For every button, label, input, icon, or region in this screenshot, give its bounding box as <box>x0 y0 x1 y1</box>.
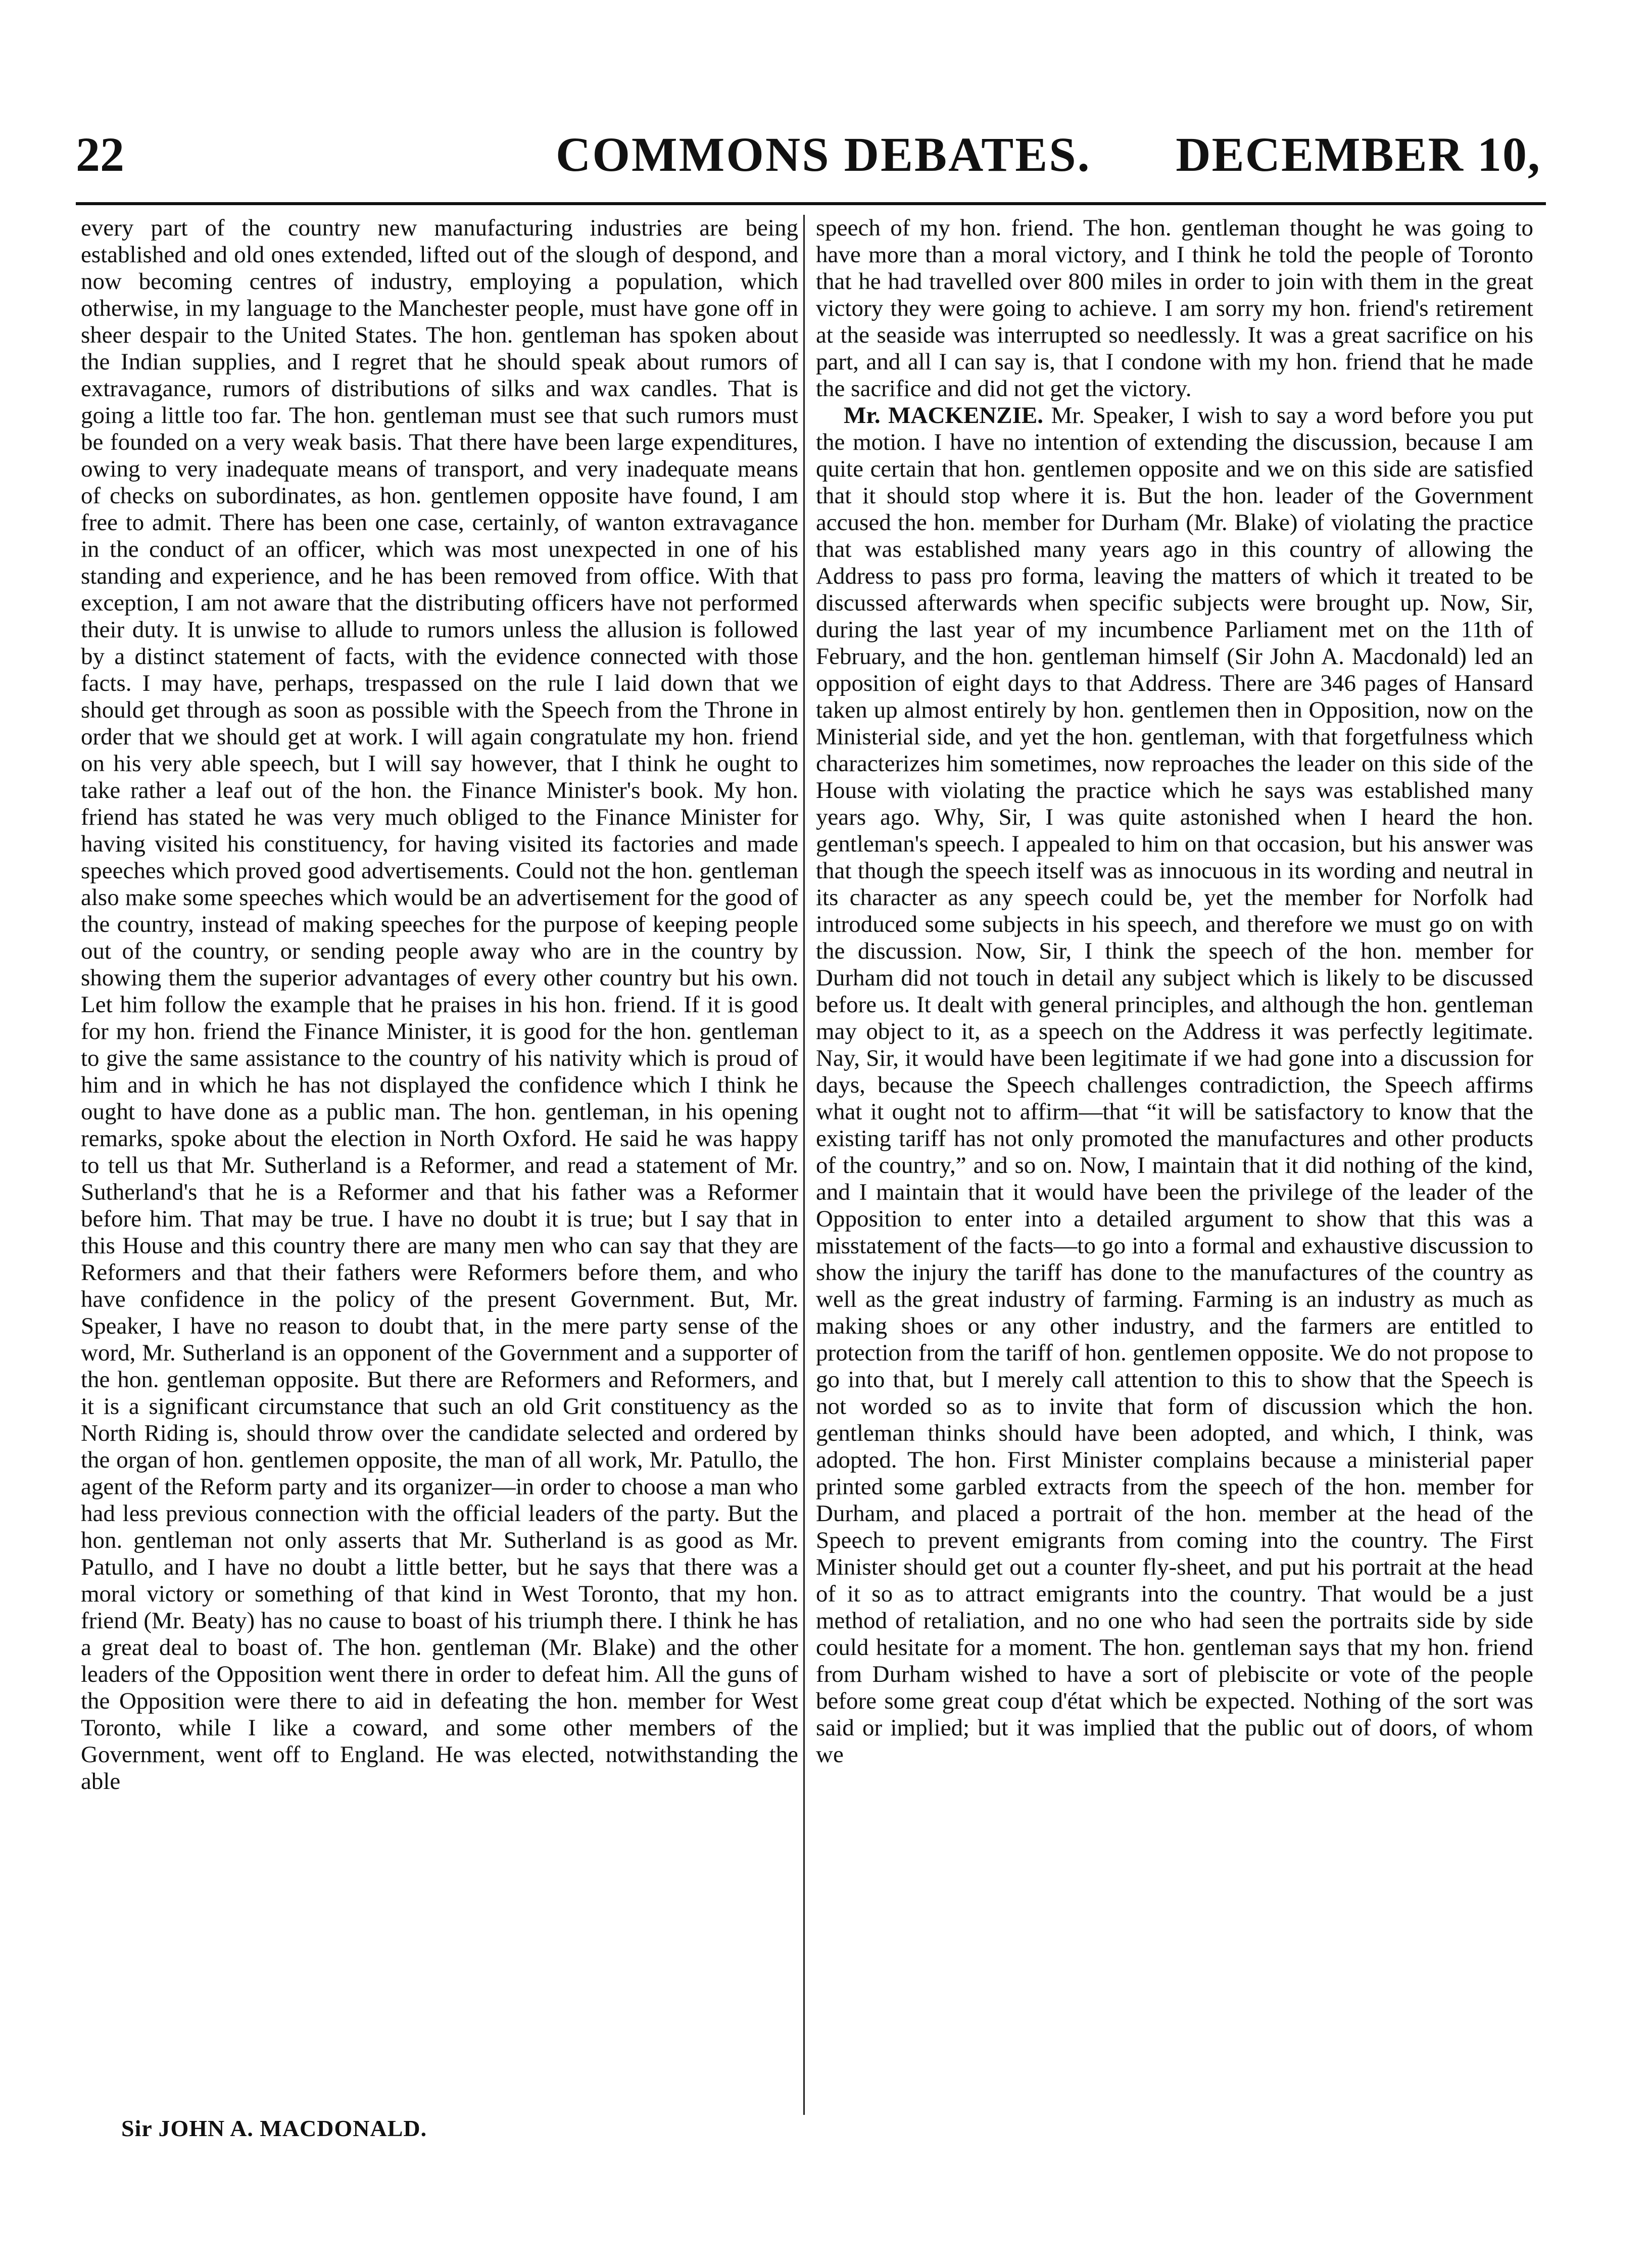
right-continuation-paragraph: speech of my hon. friend. The hon. gentleman thought he was going to have more than a moral victory, and I think he told the people of Toronto that he had travelled over 800 miles in order to join with them in the great victory they were going to achieve. I am sorry my hon. friend's retirement at the seaside was interrupted so needlessly. It was a great sacrifice on his part, and all I can say is, that I condone with my hon. friend that he made the sacrifice and did not get the victory. <box>816 215 1533 402</box>
header-rule <box>76 202 1546 205</box>
mackenzie-speech-paragraph <box>816 402 1533 1768</box>
running-date: DECEMBER 10, <box>1176 127 1541 181</box>
left-paragraph: every part of the country new manufacturing industries are being established and old ones extended, lifted out of the slough of despond, and now becoming centres of industry, employing a population, which otherwise, in my language to the Manchester people, must have gone off in sheer despair to the United States. The hon. gentleman has spoken about the Indian supplies, and I regret that he should speak about rumors of extravagance, rumors of distributions of silks and wax candles. That is going a little too far. The hon. gentleman must see that such rumors must be founded on a very weak basis. That there have been large expenditures, owing to very inadequate means of transport, and very inadequate means of checks on subordinates, as hon. gentlemen opposite have found, I am free to admit. There has been one case, certainly, of wanton extravagance in the conduct of an officer, which was most unexpected in one of his standing and experience, and he has been removed from office. With that exception, I am not aware that the distributing officers have not performed their duty. It is unwise to allude to rumors unless the allusion is followed by a distinct statement of facts, with the evidence connected with those facts. I may have, perhaps, trespassed on the rule I laid down that we should get through as soon as possible with the Speech from the Throne in order that we should get at work. I will again congratulate my hon. friend on his very able speech, but I will say however, that I think he ought to take rather a leaf out of the hon. the Finance Minister's book. My hon. friend has stated he was very much obliged to the Finance Minister for having visited his constituency, for having visited its factories and made speeches which proved good advertisements. Could not the hon. gentleman also make some speeches which would be an advertisement for the good of the country, instead of making speeches for the purpose of keeping people out of the country, or sending people away who are in the country by showing them the superior advantages of every other country but his own. Let him follow the example that he praises in his hon. friend. If it is good for my hon. friend the Finance Minister, it is good for the hon. gentleman to give the same assistance to the country of his nativity which is proud of him and in which he has not displayed the confidence which I think he ought to have done as a public man. The hon. gentleman, in his opening remarks, spoke about the election in North Oxford. He said he was happy to tell us that Mr. Sutherland is a Reformer, and read a statement of Mr. Sutherland's that he is a Reformer and that his father was a Reformer before him. That may be true. I have no doubt it is true; but I say that in this House and this country there are many men who can say that they are Reformers and that their fathers were Reformers before them, and who have confidence in the policy of the present Government. But, Mr. Speaker, I have no reason to doubt that, in the mere party sense of the word, Mr. Sutherland is an opponent of the Government and a supporter of the hon. gentleman opposite. But there are Reformers and Reformers, and it is a significant circumstance that such an old Grit constituency as the North Riding is, should throw over the candidate selected and ordered by the organ of hon. gentlemen opposite, the man of all work, Mr. Patullo, the agent of the Reform party and its organizer—in order to choose a man who had less previous connection with the official leaders of the party. But the hon. gentleman not only asserts that Mr. Sutherland is as good as Mr. Patullo, and I have no doubt a little better, but he says that there was a moral victory or something of that kind in West Toronto, that my hon. friend (Mr. Beaty) has no cause to boast of his triumph there. I think he has a great deal to boast of. The hon. gentleman (Mr. Blake) and the other leaders of the Opposition went there in order to defeat him. All the guns of the Opposition were there to aid in defeating the hon. member for West Toronto, while I like a coward, and some other members of the Government, went off to England. He was elected, notwithstanding the able <box>81 215 798 1794</box>
column-divider <box>803 215 805 2115</box>
page-number: 22 <box>76 127 124 181</box>
running-title: COMMONS DEBATES. <box>556 127 1091 181</box>
page-header <box>76 126 1541 202</box>
right-column <box>816 215 1533 1768</box>
footer-speaker-name: Sir JOHN A. MACDONALD. <box>121 2115 427 2141</box>
speaker-name: Mr. MACKENZIE. <box>844 402 1043 429</box>
left-column <box>81 215 798 1795</box>
speech-text: Mr. Speaker, I wish to say a word before you put the motion. I have no intention of extending the discussion, because I am quite certain that hon. gentlemen opposite and we on this side are satisfied that it should stop where it is. But the hon. leader of the Government accused the hon. member for Durham (Mr. Blake) of violating the practice that was established many years ago in this country of allowing the Address to pass pro forma, leaving the matters of which it treated to be discussed afterwards when specific subjects were brought up. Now, Sir, during the last year of my incumbence Parliament met on the 11th of February, and the hon. gentleman himself (Sir John A. Macdonald) led an opposition of eight days to that Address. There are 346 pages of Hansard taken up almost entirely by hon. gentlemen then in Opposition, now on the Ministerial side, and yet the hon. gentleman, with that forgetfulness which characterizes him sometimes, now reproaches the leader on this side of the House with violating the practice which he says was established many years ago. Why, Sir, I was quite astonished when I heard the hon. gentleman's speech. I appealed to him on that occasion, but his answer was that though the speech itself was as innocuous in its wording and neutral in its character as any speech could be, yet the member for Norfolk had introduced some subjects in his speech, and therefore we must go on with the discussion. Now, Sir, I think the speech of the hon. member for Durham did not touch in detail any subject which is likely to be discussed before us. It dealt with general principles, and although the hon. gentleman may object to it, as a speech on the Address it was perfectly legitimate. Nay, Sir, it would have been legitimate if we had gone into a discussion for days, because the Speech challenges contradiction, the Speech affirms what it ought not to affirm—that “it will be satisfactory to know that the existing tariff has not only promoted the manufactures and other products of the country,” and so on. Now, I maintain that it did nothing of the kind, and I maintain that it would have been the privilege of the leader of the Opposition to enter into a detailed argument to show that this was a misstatement of the facts—to go into a formal and exhaustive discussion to show the injury the tariff has done to the manufactures of the country as well as the great industry of farming. Farming is an industry as much as making shoes or any other industry, and the farmers are entitled to protection from the tariff of hon. gentlemen opposite. We do not propose to go into that, but I merely call attention to this to show that the Speech is not worded so as to invite that form of discussion which the hon. gentleman thinks should have been adopted, and which, I think, was adopted. The hon. First Minister complains because a ministerial paper printed some garbled extracts from the speech of the hon. member for Durham, and placed a portrait of the hon. member at the head of the Speech to prevent emigrants from coming into the country. The First Minister should get out a counter fly-sheet, and put his portrait at the head of it so as to attract emigrants into the country. That would be a just method of retaliation, and no one who had seen the portraits side by side could hesitate for a moment. The hon. gentleman says that my hon. friend from Durham wished to have a sort of plebiscite or vote of the people before some great coup d'état which be expected. Nothing of the sort was said or implied; but it was implied that the public out of doors, of whom we <box>816 402 1534 1768</box>
